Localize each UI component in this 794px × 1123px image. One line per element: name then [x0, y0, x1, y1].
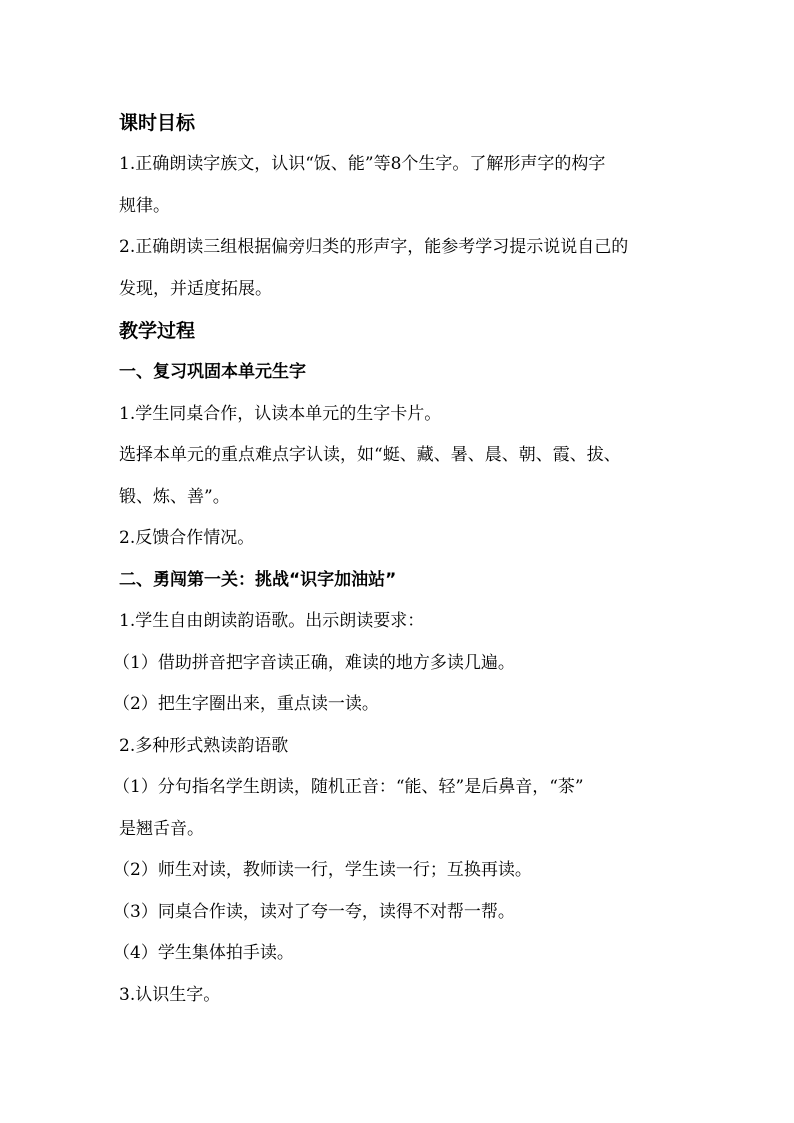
objective-line-4: 发现，并适度拓展。: [119, 278, 272, 299]
section-2-line-9: （4）学生集体拍手读。: [113, 943, 294, 963]
process-heading: 教学过程: [119, 320, 196, 342]
objective-line-2: 规律。: [119, 195, 170, 216]
objectives-heading: 课时目标: [119, 112, 196, 134]
section-2-line-8: （3）同桌合作读，读对了夸一夸，读得不对帮一帮。: [113, 901, 515, 922]
section-2-line-1: 1.学生自由朗读韵语歌。出示朗读要求：: [119, 611, 425, 631]
section-2-line-5: （1）分句指名学生朗读，随机正音：“能、轻”是后鼻音，“茶”: [113, 777, 584, 797]
section-2-line-10: 3.认识生字。: [119, 984, 221, 1005]
section-2-line-3: （2）把生字圈出来，重点读一读。: [113, 694, 379, 714]
section-2-title: 二、勇闯第一关：挑战“识字加油站”: [119, 569, 397, 590]
section-1-line-2: 选择本单元的重点难点字认读，如“蜓、藏、暑、晨、朝、霞、拔、: [119, 445, 621, 465]
objective-line-3: 2.正确朗读三组根据偏旁归类的形声字，能参考学习提示说说自己的: [119, 237, 629, 257]
section-1-title: 一、复习巩固本单元生字: [119, 362, 306, 382]
section-2-line-4: 2.多种形式熟读韵语歌: [119, 735, 289, 756]
document-page: [113, 102, 699, 1016]
section-2-line-7: （2）师生对读，教师读一行，学生读一行；互换再读。: [113, 860, 532, 880]
objective-line-1: 1.正确朗读字族文，认识“饭、能”等8个生字。了解形声字的构字: [119, 154, 606, 174]
section-2-line-6: 是翘舌音。: [119, 818, 204, 839]
section-1-line-4: 2.反馈合作情况。: [119, 528, 255, 548]
section-2-line-2: （1）借助拼音把字音读正确，难读的地方多读几遍。: [113, 652, 515, 673]
section-1-line-1: 1.学生同桌合作，认读本单元的生字卡片。: [119, 403, 442, 424]
section-1-line-3: 锻、炼、善”。: [119, 486, 230, 507]
